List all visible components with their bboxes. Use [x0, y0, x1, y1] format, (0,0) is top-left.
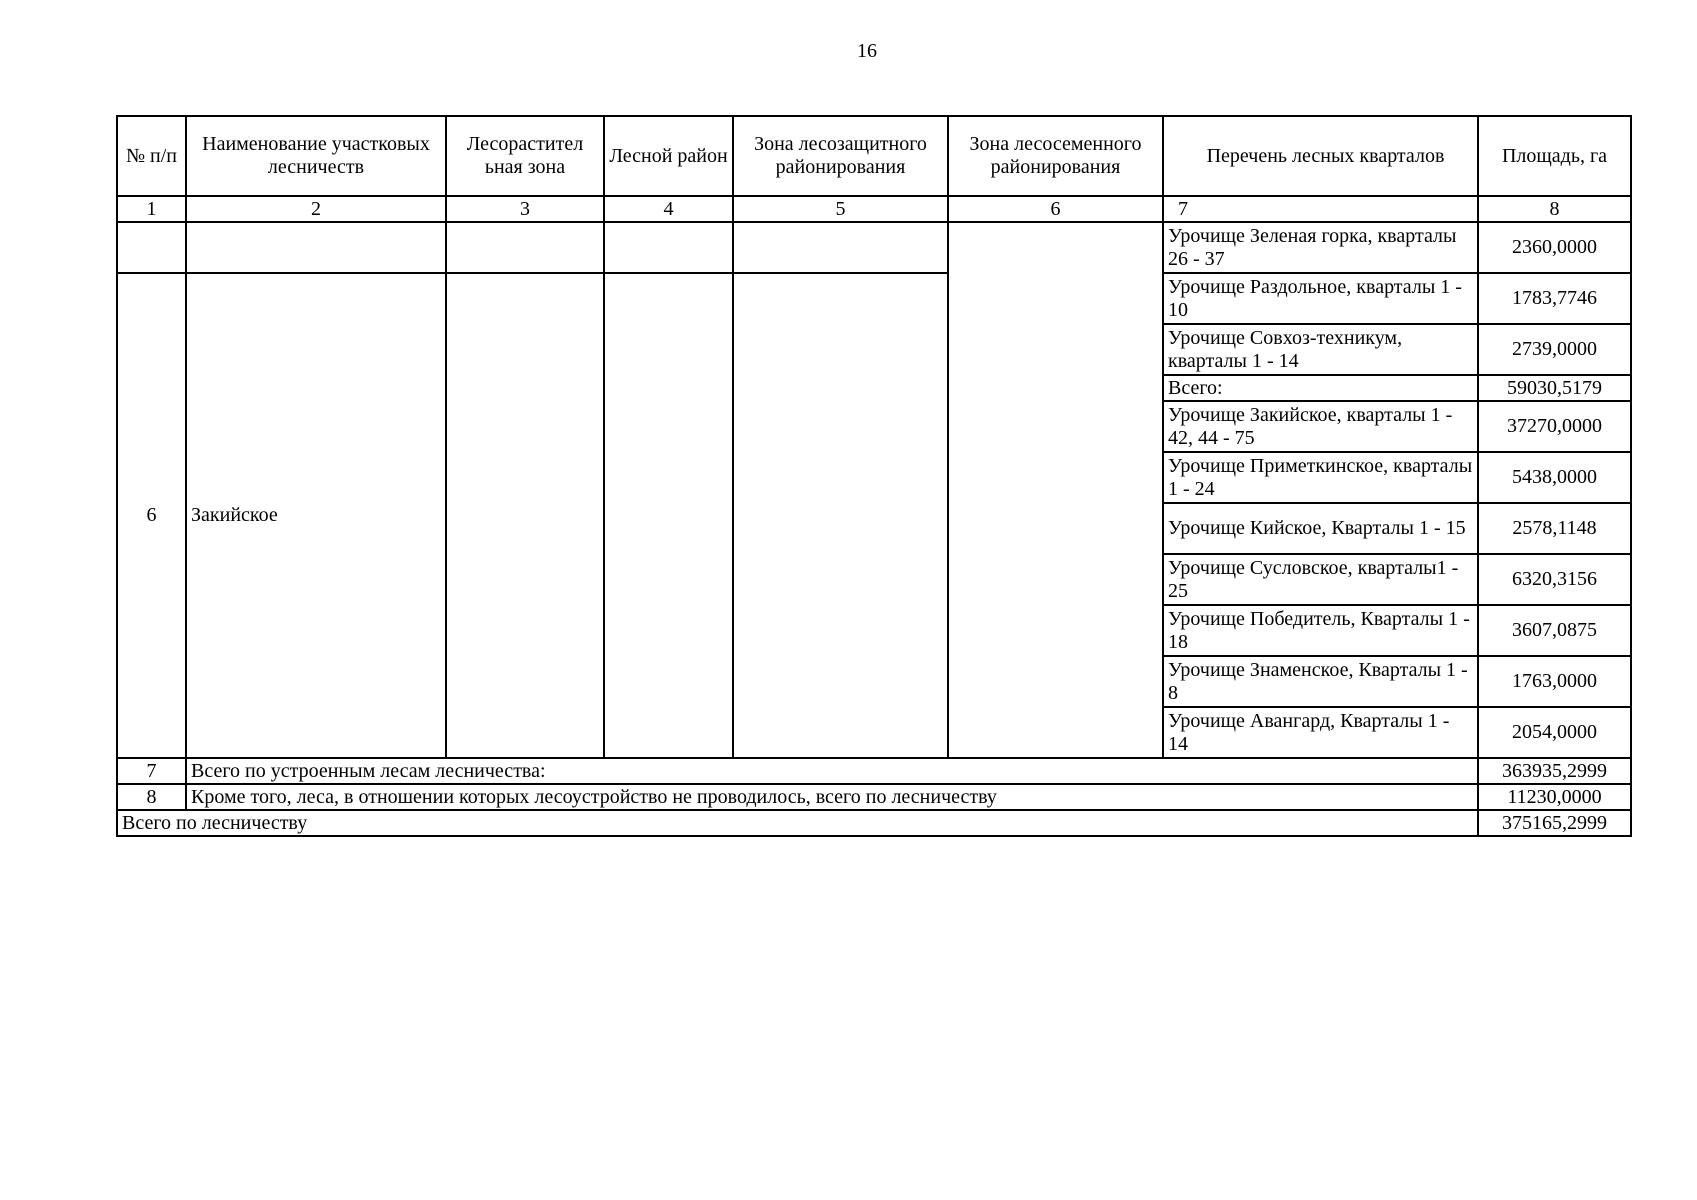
area-cell: 3607,0875: [1478, 605, 1631, 656]
grand-total-row: [117, 810, 1631, 836]
area-cell: 2360,0000: [1478, 222, 1631, 273]
column-number: 5: [733, 196, 948, 222]
page-number: 16: [857, 40, 877, 62]
quarters-cell: Урочище Победитель, Кварталы 1 - 18: [1163, 605, 1478, 656]
total-managed-area: 363935,2999: [1478, 758, 1631, 784]
column-numbers-row: [117, 196, 1631, 222]
area-cell: 2739,0000: [1478, 324, 1631, 375]
column-number: 8: [1478, 196, 1631, 222]
subtotal-area: 59030,5179: [1478, 375, 1631, 401]
quarters-cell: Урочище Закийское, кварталы 1 - 42, 44 - 75: [1163, 401, 1478, 452]
quarters-cell: Урочище Зеленая горка, кварталы 26 - 37: [1163, 222, 1478, 273]
header-seed-zone: Зона лесосеменного районирования: [948, 116, 1163, 196]
row-number: 8: [117, 784, 186, 810]
area-cell: 5438,0000: [1478, 452, 1631, 503]
subtotal-label: Всего:: [1163, 375, 1478, 401]
header-forest-region: Лесной район: [604, 116, 733, 196]
quarters-cell: Урочище Приметкинское, кварталы 1 - 24: [1163, 452, 1478, 503]
quarters-cell: Урочище Кийское, Кварталы 1 - 15: [1163, 503, 1478, 554]
forestry-number: 6: [117, 273, 186, 758]
area-cell: 2578,1148: [1478, 503, 1631, 554]
column-number: 7: [1163, 196, 1478, 222]
forestry-table: [116, 115, 1632, 837]
column-number: 1: [117, 196, 186, 222]
area-cell: 1763,0000: [1478, 656, 1631, 707]
header-vegetation-zone: Лесорастител ьная зона: [446, 116, 604, 196]
unmanaged-row: [117, 784, 1631, 810]
area-cell: 1783,7746: [1478, 273, 1631, 324]
header-number: № п/п: [117, 116, 186, 196]
area-cell: 37270,0000: [1478, 401, 1631, 452]
quarters-cell: Урочище Раздольное, кварталы 1 - 10: [1163, 273, 1478, 324]
header-row: [117, 116, 1631, 196]
unmanaged-label: Кроме того, леса, в отношении которых лесоустройство не проводилось, всего по лесничеству: [186, 784, 1478, 810]
total-managed-label: Всего по устроенным лесам лесничества:: [186, 758, 1478, 784]
row-number: 7: [117, 758, 186, 784]
table-row: [117, 273, 1631, 324]
quarters-cell: Урочище Сусловское, кварталы1 - 25: [1163, 554, 1478, 605]
area-cell: 6320,3156: [1478, 554, 1631, 605]
table-row: [117, 222, 1631, 273]
column-number: 6: [948, 196, 1163, 222]
total-managed-row: [117, 758, 1631, 784]
column-number: 3: [446, 196, 604, 222]
header-area: Площадь, га: [1478, 116, 1631, 196]
forestry-name: Закийское: [186, 273, 446, 758]
unmanaged-area: 11230,0000: [1478, 784, 1631, 810]
quarters-cell: Урочище Знаменское, Кварталы 1 - 8: [1163, 656, 1478, 707]
area-cell: 2054,0000: [1478, 707, 1631, 758]
quarters-cell: Урочище Совхоз-техникум, кварталы 1 - 14: [1163, 324, 1478, 375]
header-forestry-name: Наименование участковых лесничеств: [186, 116, 446, 196]
grand-total-area: 375165,2999: [1478, 810, 1631, 836]
column-number: 2: [186, 196, 446, 222]
header-protection-zone: Зона лесозащитного районирования: [733, 116, 948, 196]
quarters-cell: Урочище Авангард, Кварталы 1 - 14: [1163, 707, 1478, 758]
column-number: 4: [604, 196, 733, 222]
grand-total-label: Всего по лесничеству: [117, 810, 1478, 836]
header-quarters-list: Перечень лесных кварталов: [1163, 116, 1478, 196]
